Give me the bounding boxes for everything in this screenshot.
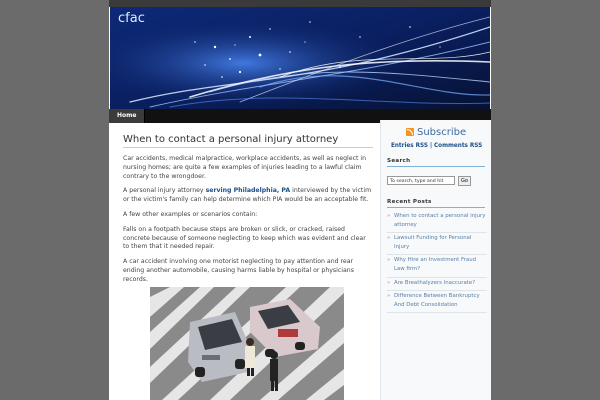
post-content <box>123 134 373 291</box>
search-input[interactable]: To search, type and hit <box>387 176 455 185</box>
recent-post-link[interactable]: » Are Breathalyzers Inaccurate? <box>387 278 487 292</box>
post-paragraph: A few other examples or scenarios contain: <box>123 210 258 218</box>
rss-separator: | <box>429 143 433 149</box>
post-text: interviewed by the victim or the victim's family can help determine which PIA would be an acceptable fit. <box>123 187 372 204</box>
recent-posts-heading: Recent Posts <box>387 199 485 208</box>
page-wrapper <box>109 0 491 400</box>
subscribe-label: Subscribe <box>417 127 467 138</box>
subscribe-heading[interactable] <box>406 127 466 138</box>
post-paragraph <box>123 187 373 205</box>
recent-post-link[interactable]: » Why Hire an Investment Fraud Law firm? <box>387 255 487 277</box>
sidebar <box>380 120 491 400</box>
entries-rss-link[interactable]: Entries RSS <box>391 143 428 149</box>
recent-post-link[interactable]: » Lawsuit Funding for Personal Injury <box>387 233 487 255</box>
post-paragraph: Car accidents, medical malpractice, workplace accidents, as well as neglect in nursing homes; are quite a few examples of injuries leading to a lawful claim contrary to the wrongdoer. <box>123 155 367 180</box>
post-title[interactable]: When to contact a personal injury attorney <box>123 134 373 148</box>
top-strip <box>109 0 491 7</box>
serving-philadelphia-link[interactable]: serving Philadelphia, PA <box>205 187 291 195</box>
recent-post-link[interactable]: » When to contact a personal injury attorney <box>387 211 487 233</box>
header-light-streaks-image <box>110 7 490 109</box>
post-text: A personal injury attorney <box>123 187 206 195</box>
car-accident-photo <box>150 287 344 400</box>
comments-rss-link[interactable]: Comments RSS <box>434 143 483 149</box>
rss-links <box>391 143 482 149</box>
recent-posts-list <box>387 211 487 313</box>
post-paragraph: A car accident involving one motorist neglecting to pay attention and rear ending another automobile, causing harms liable by hospital or physicians records. <box>123 258 354 283</box>
site-title[interactable]: cfac <box>118 11 145 26</box>
rss-feed-icon <box>406 128 414 136</box>
recent-post-link[interactable]: » Difference Between Bankruptcy And Debt Consolidation <box>387 291 487 313</box>
post-paragraph: Falls on a footpath because steps are broken or slick, or cracked, raised concrete because of someone neglecting to keep which was evident and clear to them that it needed repair. <box>123 225 366 251</box>
search-go-button[interactable]: Go <box>458 176 471 186</box>
search-heading: Search <box>387 158 485 167</box>
header-banner <box>110 7 490 109</box>
nav-home-tab[interactable]: Home <box>109 109 145 123</box>
